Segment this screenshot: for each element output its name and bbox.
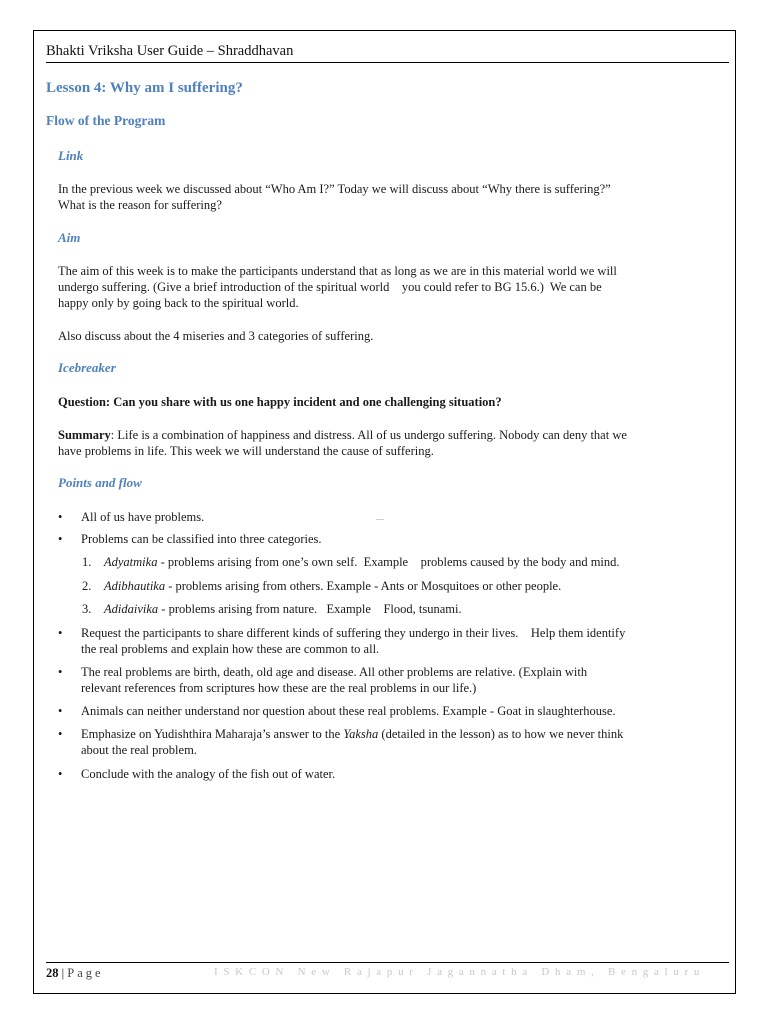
link-line-2: What is the reason for suffering? [58,198,222,212]
bullet-text-line-1: Request the participants to share different kinds of suffering they undergo in their lives. Help them identify [81,626,626,640]
aim-line-1: The aim of this week is to make the participants understand that as long as we are in this material world we will [58,264,617,278]
points-heading: Points and flow [58,475,142,490]
link-paragraph [58,181,727,213]
bullet-icon: • [58,626,63,640]
page-number: 28 [46,966,59,980]
icebreaker-summary [58,427,727,459]
icebreaker-heading: Icebreaker [58,360,116,375]
item-number: 3. [82,602,92,616]
link-line-1: In the previous week we discussed about “Who Am I?” Today we will discuss about “Why there is suffering?” [58,182,611,196]
document-header: Bhakti Vriksha User Guide – Shraddhavan [46,43,294,59]
bullet-icon: • [58,665,63,679]
bullet-text-line-2: about the real problem. [81,743,197,757]
footer-organization: ISKCON New Rajapur Jagannatha Dham, Bengaluru [214,966,706,978]
term-adyatmika: Adyatmika [104,555,158,569]
aim-line-3: happy only by going back to the spiritual world. [58,296,299,310]
bullet-icon: • [58,510,63,524]
item-text: - problems arising from others. Example - Ants or Mosquitoes or other people. [165,579,562,593]
summary-line-1: : Life is a combination of happiness and distress. All of us undergo suffering. Nobody can deny that we [110,428,627,442]
bullet-text-pre: Emphasize on Yudishthira Maharaja’s answer to the [81,727,344,741]
icebreaker-question: Question: Can you share with us one happy incident and one challenging situation? [58,395,502,409]
term-adibhautika: Adibhautika [104,579,166,593]
bullet-text: All of us have problems. [81,510,205,524]
item-text: - problems arising from one’s own self. Example problems caused by the body and mind. [157,555,620,569]
lesson-title: Lesson 4: Why am I suffering? [46,80,243,96]
item-text: - problems arising from nature. Example Flood, tsunami. [158,602,462,616]
bullet-text-line-1: The real problems are birth, death, old age and disease. All other problems are relative. (Explain with [81,665,588,679]
footer-separator: | [58,966,68,980]
bullet-text-line-2: the real problems and explain how these are common to all. [81,642,380,656]
bullet-icon: • [58,704,63,718]
bullet-text: Conclude with the analogy of the fish out of water. [81,767,336,781]
summary-line-2: have problems in life. This week we will understand the cause of suffering. [58,444,434,458]
page-label: Page [67,966,104,980]
bullet-icon: • [58,767,63,781]
stray-mark [376,519,384,520]
bullet-text: Problems can be classified into three categories. [81,532,322,546]
page-footer [46,966,104,981]
header-divider [46,62,729,63]
bullet-text-post: (detailed in the lesson) as to how we never think [378,727,624,741]
aim-paragraph [58,263,727,311]
aim-line-2: undergo suffering. (Give a brief introduction of the spiritual world you could refer to BG 15.6.) We can be [58,280,602,294]
aim-heading: Aim [58,230,81,245]
aim-also: Also discuss about the 4 miseries and 3 categories of suffering. [58,329,374,343]
link-heading: Link [58,148,84,163]
bullet-icon: • [58,532,63,546]
item-number: 1. [82,555,92,569]
footer-divider [46,962,729,963]
term-yaksha: Yaksha [343,727,379,741]
item-number: 2. [82,579,92,593]
summary-label: Summary [58,428,111,442]
term-adidaivika: Adidaivika [104,602,159,616]
bullet-text-line-2: relevant references from scriptures how these are the real problems in our life.) [81,681,477,695]
bullet-text: Animals can neither understand nor question about these real problems. Example - Goat in slaughterhouse. [81,704,616,718]
bullet-icon: • [58,727,63,741]
flow-title: Flow of the Program [46,113,166,128]
